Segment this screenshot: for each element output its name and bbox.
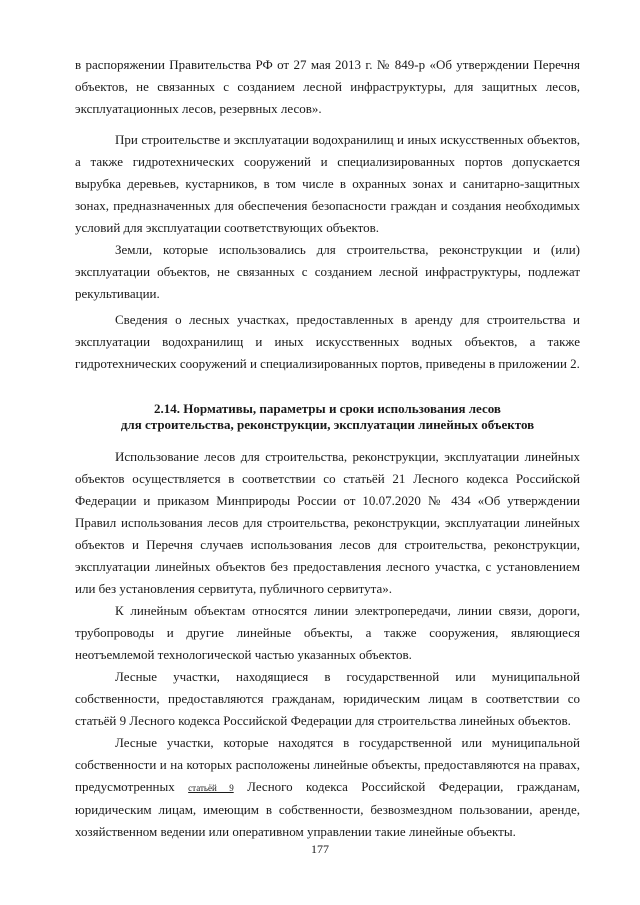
paragraph-recultivation: Земли, которые использовались для строительства, реконструкции и (или) эксплуатации объектов, не связанных с созданием лесной инфраструктуры, подлежат рекультивации. <box>75 242 580 301</box>
page-number: 177 <box>311 842 329 856</box>
paragraph-land-rights-text-before: Лесные участки, которые находятся в государственной или муниципальной собственности и на которых расположены линейные объекты, предоставляются на правах, предусмотренных <box>75 735 580 794</box>
paragraph-land-provision: Лесные участки, находящиеся в государственной или муниципальной собственности, предоставляются гражданам, юридическим лицам в соответствии со статьёй 9 Лесного кодекса Российской Федерации для строительства линейных объектов. <box>75 669 580 728</box>
paragraph-linear-objects-definition: К линейным объектам относятся линии электропередачи, линии связи, дороги, трубопроводы и другие линейные объекты, а также сооружения, являющиеся неотъемлемой технологической частью указанных объектов. <box>75 603 580 662</box>
section-heading-line-2: для строительства, реконструкции, эксплуатации линейных объектов <box>120 417 535 432</box>
paragraph-lease-info: Сведения о лесных участках, предоставленных в аренду для строительства и эксплуатации водохранилищ и иных искусственных водных объектов, а также гидротехнических сооружений и специализированных портов, приведены в приложении 2. <box>75 312 580 371</box>
paragraph-linear-objects-usage: Использование лесов для строительства, реконструкции, эксплуатации линейных объектов осуществляется в соответствии со статьёй 21 Лесного кодекса Российской Федерации и приказом Минприроды России от 10.07.2020 № 434 «Об утверждении Правил использования лесов для строительства, реконструкции, эксплуатации линейных объектов и Перечня случаев использования лесов для строительства, реконструкции, эксплуатации линейных объектов без предоставления лесного участка, с установлением или без установления сервитута, публичного сервитута». <box>75 449 580 596</box>
document-page <box>75 54 580 843</box>
article-9-link[interactable]: статьёй 9 <box>188 783 234 793</box>
paragraph-continuation: в распоряжении Правительства РФ от 27 мая 2013 г. № 849-р «Об утверждении Перечня объектов, не связанных с созданием лесной инфраструктуры, для защитных лесов, эксплуатационных лесов, резервных лесов». <box>75 57 580 116</box>
section-heading-2-14 <box>75 401 580 433</box>
paragraph-land-rights-text-after: Лесного кодекса Российской Федерации, гражданам, юридическим лицам, имеющим в собственности, безвозмездном пользовании, аренде, хозяйственном ведении или оперативном управлении такие линейные объекты. <box>75 779 580 839</box>
section-heading-line-1: 2.14. Нормативы, параметры и сроки использования лесов <box>154 401 501 416</box>
paragraph-reservoir-felling: При строительстве и эксплуатации водохранилищ и иных искусственных объектов, а также гидротехнических сооружений и специализированных портов допускается вырубка деревьев, кустарников, в том числе в охранных зонах и санитарно-защитных зонах, предназначенных для обеспечения безопасности граждан и создания необходимых условий для эксплуатации соответствующих объектов. <box>75 132 580 235</box>
paragraph-land-rights <box>75 732 580 843</box>
